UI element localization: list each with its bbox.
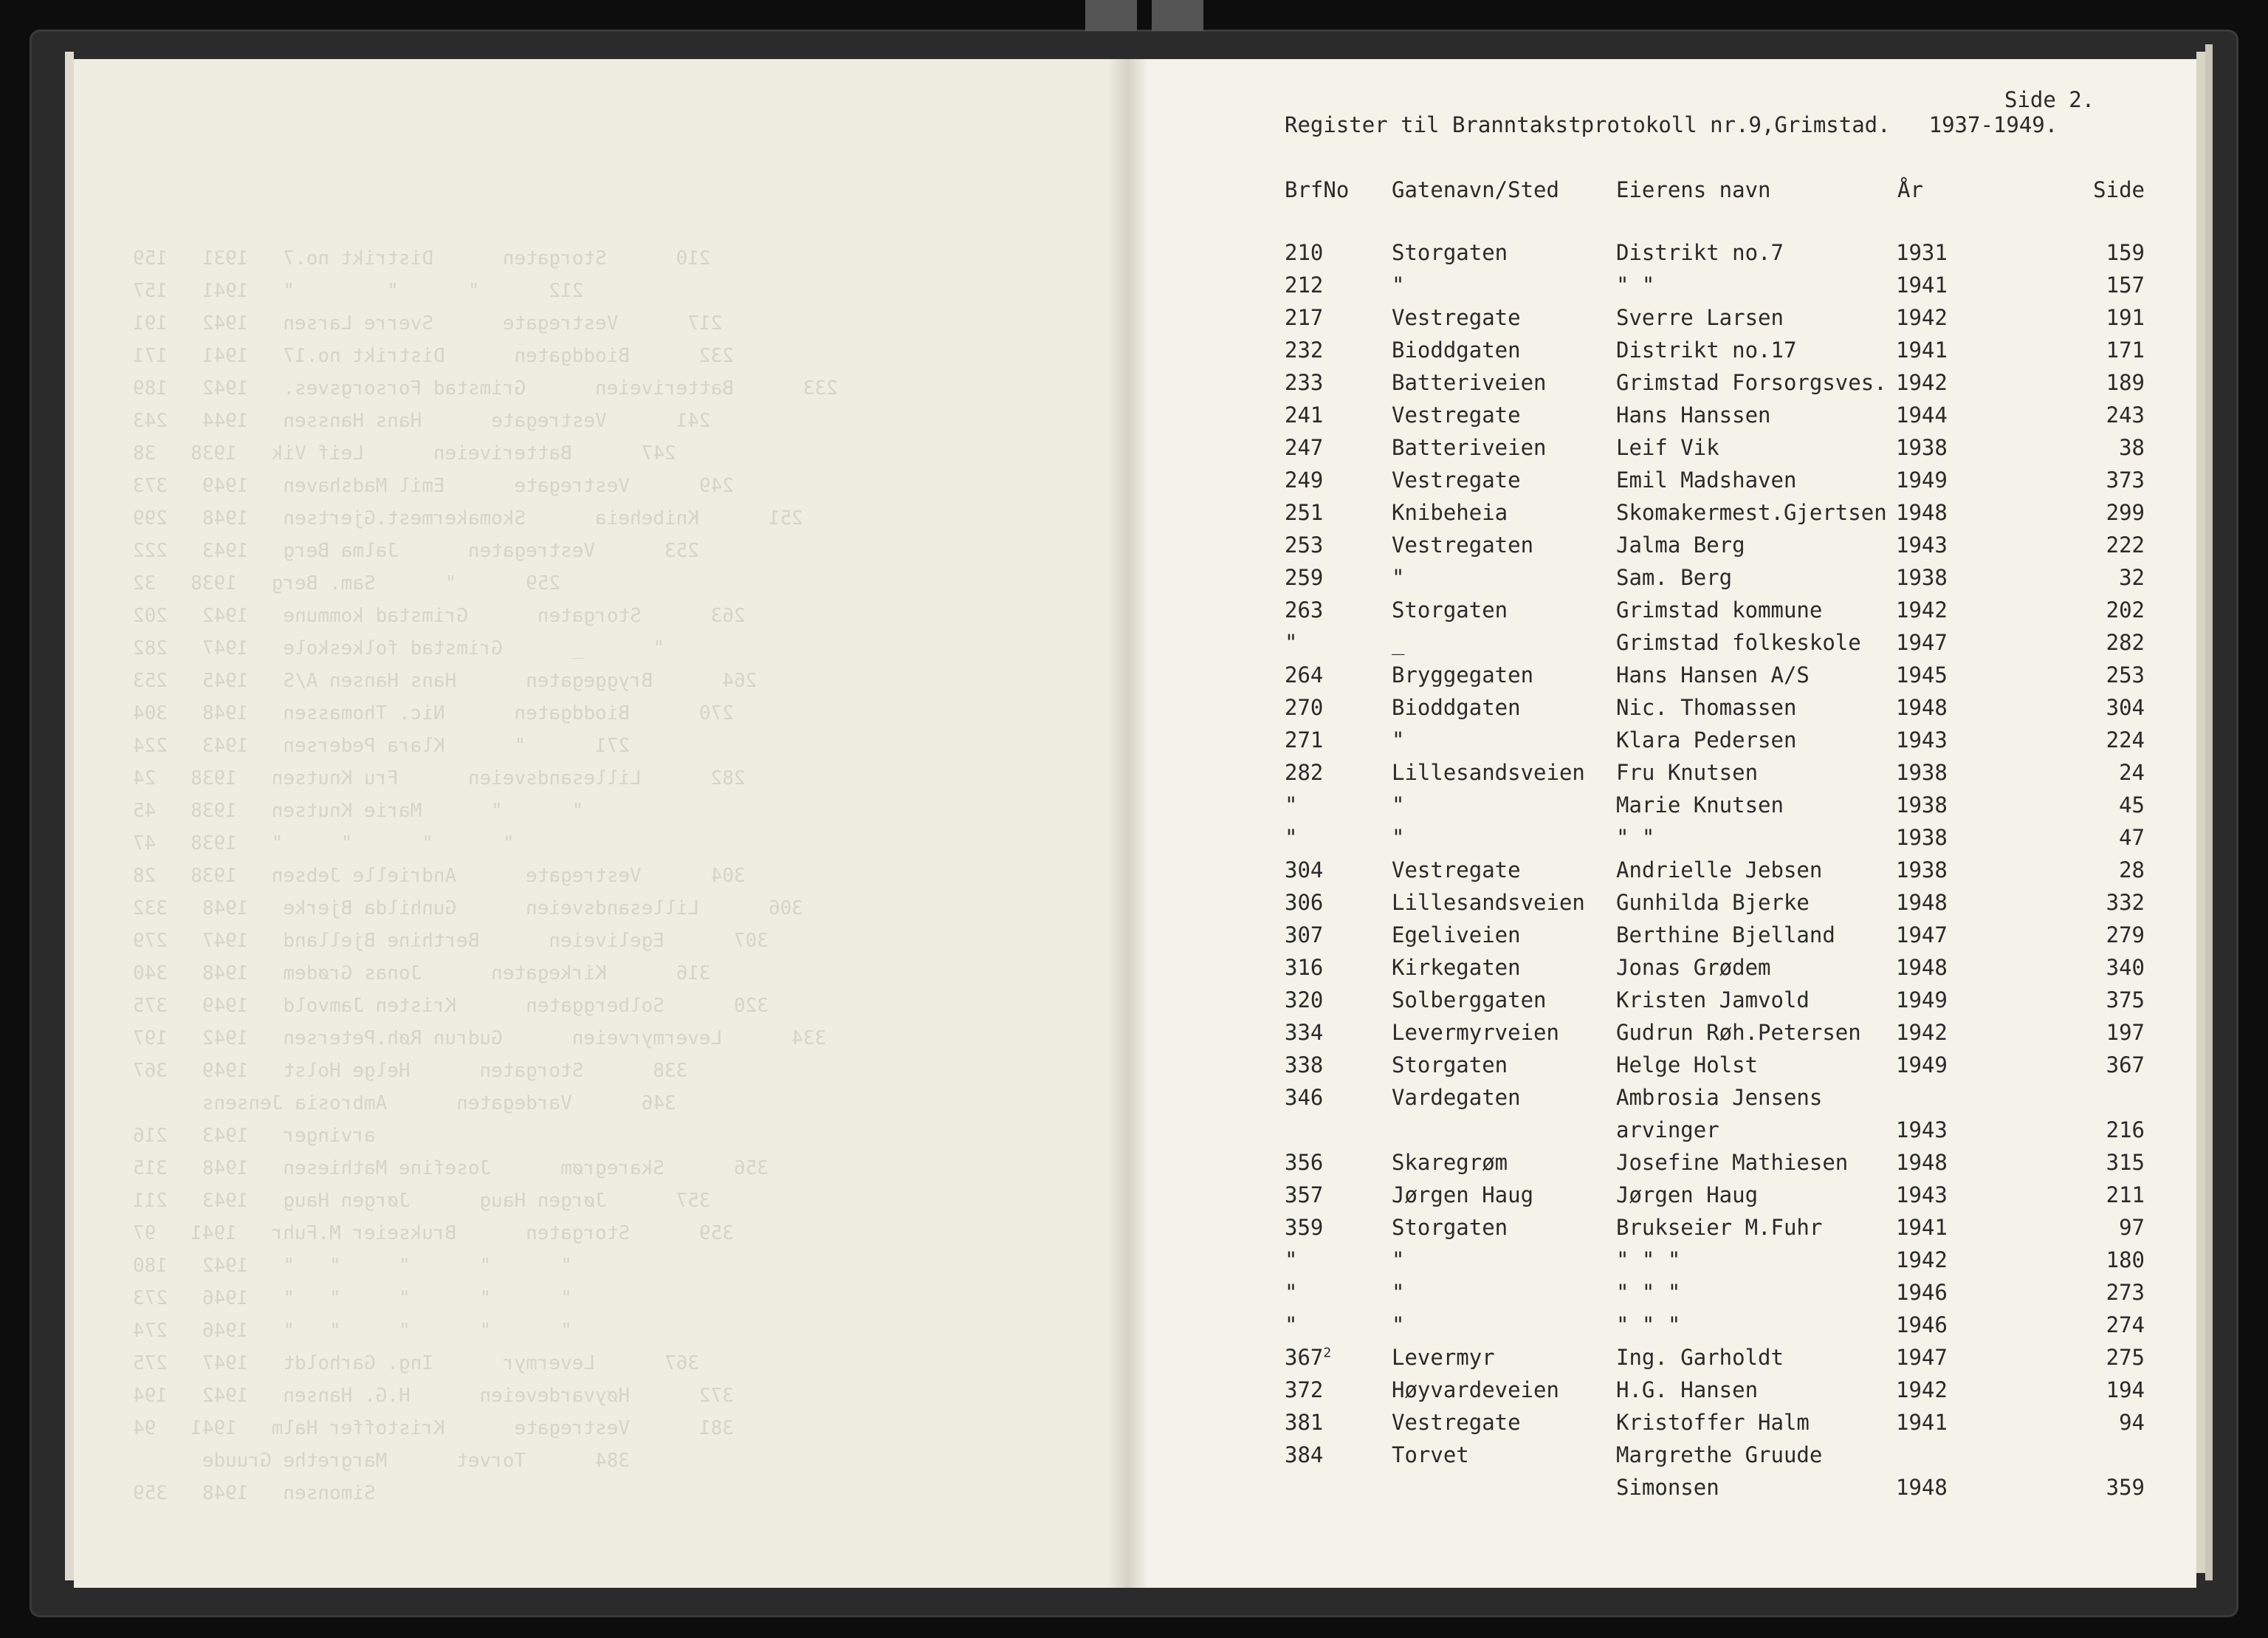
cell-gatenavn: Storgaten <box>1392 1215 1508 1240</box>
cell-gatenavn: " <box>1392 727 1405 753</box>
cell-ar: 1946 <box>1896 1312 1948 1337</box>
cell-brfno: 334 <box>1285 1020 1324 1045</box>
table-row <box>1148 1215 2196 1247</box>
superscript: 2 <box>1323 1345 1332 1361</box>
bleed-line: 270 Bioddgaten Nic. Thomassen 1948 304 <box>133 702 734 724</box>
cell-gatenavn: " <box>1392 792 1405 818</box>
cell-side: 191 <box>2106 305 2145 330</box>
bleed-line: 263 Storgaten Grimstad kommune 1942 202 <box>133 605 746 627</box>
cell-gatenavn: Høyvardeveien <box>1392 1377 1559 1402</box>
cell-gatenavn: " <box>1392 1247 1405 1272</box>
cell-side: 367 <box>2106 1052 2145 1077</box>
cell-gatenavn: Storgaten <box>1392 1052 1508 1077</box>
cell-side: 194 <box>2106 1377 2145 1402</box>
bleed-line: 247 Batteriveien Leif Vik 1938 38 <box>133 442 676 465</box>
bleed-line: 241 Vestregate Hans Hanssen 1944 243 <box>133 410 711 432</box>
table-row <box>1148 532 2196 565</box>
title-text: Register til Branntakstprotokoll nr.9,Grimstad. <box>1285 112 1891 137</box>
cell-brfno: 270 <box>1285 695 1324 720</box>
cell-gatenavn: Kirkegaten <box>1392 955 1521 980</box>
cell-brfno: 233 <box>1285 370 1324 395</box>
cell-ar: 1942 <box>1896 305 1948 330</box>
table-row <box>1148 1475 2196 1507</box>
bleed-line: " " Marie Knutsen 1938 45 <box>133 800 584 822</box>
cell-side: 94 <box>2119 1410 2145 1435</box>
bleed-line: 212 " " " 1941 157 <box>133 280 584 302</box>
cell-gatenavn: Vestregate <box>1392 305 1521 330</box>
cell-side: 157 <box>2106 273 2145 298</box>
bleed-line: 307 Egeliveien Berthine Bjelland 1947 279 <box>133 930 769 952</box>
cell-gatenavn: " <box>1392 825 1405 850</box>
cell-brfno: 253 <box>1285 532 1324 558</box>
cell-brfno: 306 <box>1285 890 1324 915</box>
cell-brfno: 381 <box>1285 1410 1324 1435</box>
table-row <box>1148 1345 2196 1377</box>
table-row <box>1148 305 2196 337</box>
cell-ar: 1943 <box>1896 1117 1948 1142</box>
cell-ar: 1948 <box>1896 1150 1948 1175</box>
table-row <box>1148 597 2196 630</box>
cell-gatenavn: Lillesandsveien <box>1392 890 1585 915</box>
cell-eier: Brukseier M.Fuhr <box>1616 1215 1823 1240</box>
cell-eier: Kristoffer Halm <box>1616 1410 1810 1435</box>
cell-ar: 1942 <box>1896 1247 1948 1272</box>
bleed-line: 271 " Klara Pedersen 1943 224 <box>133 735 630 757</box>
cell-ar: 1943 <box>1896 532 1948 558</box>
cell-eier: H.G. Hansen <box>1616 1377 1759 1402</box>
cell-eier: Jalma Berg <box>1616 532 1745 558</box>
cell-side: 45 <box>2119 792 2145 818</box>
table-row <box>1148 1182 2196 1215</box>
cell-ar: 1942 <box>1896 597 1948 623</box>
table-row <box>1148 630 2196 662</box>
page-edge <box>2196 52 2205 1573</box>
cell-ar: 1948 <box>1896 500 1948 525</box>
cell-brfno: 384 <box>1285 1442 1324 1467</box>
cell-ar: 1949 <box>1896 467 1948 493</box>
bleed-line: 304 Vestregate Andrielle Jebsen 1938 28 <box>133 865 746 887</box>
table-row <box>1148 792 2196 825</box>
bleed-through-text <box>74 59 1122 1588</box>
table-row <box>1148 1312 2196 1345</box>
table-row <box>1148 922 2196 955</box>
cell-side: 282 <box>2106 630 2145 655</box>
cell-side: 28 <box>2119 857 2145 883</box>
register-title <box>1285 112 2058 137</box>
cell-eier: Jonas Grødem <box>1616 955 1771 980</box>
cell-brfno: 217 <box>1285 305 1324 330</box>
bleed-line: 259 " Sam. Berg 1938 32 <box>133 572 561 594</box>
cell-side: 375 <box>2106 987 2145 1012</box>
cell-brfno: 356 <box>1285 1150 1324 1175</box>
cell-gatenavn: Storgaten <box>1392 240 1508 265</box>
table-row <box>1148 1150 2196 1182</box>
header-side: Side <box>2093 177 2145 202</box>
table-row <box>1148 987 2196 1020</box>
bleed-line: 359 Storgaten Brukseier M.Fuhr 1941 97 <box>133 1222 734 1244</box>
bleed-line: arvinger 1943 216 <box>133 1125 515 1147</box>
cell-side: 38 <box>2119 435 2145 460</box>
cell-brfno: " <box>1285 792 1298 818</box>
cell-eier: Klara Pedersen <box>1616 727 1797 753</box>
cell-eier: Gunhilda Bjerke <box>1616 890 1810 915</box>
table-row <box>1148 565 2196 597</box>
table-row <box>1148 402 2196 435</box>
cell-side: 304 <box>2106 695 2145 720</box>
cell-ar: 1938 <box>1896 825 1948 850</box>
bleed-line: " " " " " 1946 274 <box>133 1320 572 1342</box>
cell-ar: 1938 <box>1896 760 1948 785</box>
cell-ar: 1947 <box>1896 922 1948 947</box>
cell-side: 197 <box>2106 1020 2145 1045</box>
bleed-line: 346 Vardegaten Ambrosia Jensens <box>133 1092 676 1114</box>
bleed-line: " _ Grimstad folkeskole 1947 282 <box>133 637 665 659</box>
table-row <box>1148 273 2196 305</box>
cell-ar: 1941 <box>1896 337 1948 363</box>
bleed-line: " " " " " 1942 180 <box>133 1255 572 1277</box>
cell-eier: Marie Knutsen <box>1616 792 1784 818</box>
cell-side: 359 <box>2106 1475 2145 1500</box>
cell-brfno: 271 <box>1285 727 1324 753</box>
bleed-line: 306 Lillesandsveien Gunhilda Bjerke 1948 332 <box>133 897 803 919</box>
cell-brfno: " <box>1285 1247 1298 1272</box>
cell-ar: 1941 <box>1896 273 1948 298</box>
cell-eier: Berthine Bjelland <box>1616 922 1835 947</box>
cell-eier: Kristen Jamvold <box>1616 987 1810 1012</box>
cell-side: 47 <box>2119 825 2145 850</box>
cell-eier: " " " <box>1616 1280 1681 1305</box>
cell-gatenavn: Batteriveien <box>1392 435 1547 460</box>
bleed-line: 334 Levermyrveien Gudrun Røh.Petersen 1942 197 <box>133 1027 827 1049</box>
table-row <box>1148 760 2196 792</box>
cell-side: 275 <box>2106 1345 2145 1370</box>
cell-eier: Fru Knutsen <box>1616 760 1759 785</box>
cell-gatenavn: Vestregaten <box>1392 532 1534 558</box>
cell-ar: 1948 <box>1896 955 1948 980</box>
table-row <box>1148 1085 2196 1117</box>
table-row <box>1148 1247 2196 1280</box>
page-edge <box>65 52 74 1580</box>
register-document <box>1148 59 2196 1588</box>
cell-gatenavn: Bioddgaten <box>1392 695 1521 720</box>
cell-gatenavn: Solberggaten <box>1392 987 1547 1012</box>
bleed-line: 356 Skaregrøm Josefine Mathiesen 1948 315 <box>133 1157 769 1179</box>
cell-eier: Jørgen Haug <box>1616 1182 1759 1207</box>
cell-gatenavn: Levermyrveien <box>1392 1020 1559 1045</box>
cell-side: 243 <box>2106 402 2145 428</box>
cell-side: 216 <box>2106 1117 2145 1142</box>
cell-gatenavn: Bioddgaten <box>1392 337 1521 363</box>
cell-brfno: 338 <box>1285 1052 1324 1077</box>
left-page <box>74 59 1122 1588</box>
cell-ar: 1948 <box>1896 695 1948 720</box>
table-row <box>1148 695 2196 727</box>
table-row <box>1148 435 2196 467</box>
bleed-line: 372 Høyvardeveien H.G. Hansen 1942 194 <box>133 1385 734 1407</box>
cell-brfno: 304 <box>1285 857 1324 883</box>
table-row <box>1148 1052 2196 1085</box>
bleed-line: 384 Torvet Margrethe Gruude <box>133 1450 630 1472</box>
cell-eier: Distrikt no.7 <box>1616 240 1784 265</box>
table-row <box>1148 857 2196 890</box>
cell-eier: Simonsen <box>1616 1475 1719 1500</box>
table-row <box>1148 955 2196 987</box>
cell-ar: 1946 <box>1896 1280 1948 1305</box>
cell-side: 222 <box>2106 532 2145 558</box>
cell-ar: 1947 <box>1896 630 1948 655</box>
cell-brfno: 263 <box>1285 597 1324 623</box>
cell-ar: 1942 <box>1896 1377 1948 1402</box>
cell-gatenavn: Jørgen Haug <box>1392 1182 1534 1207</box>
cell-brfno: 346 <box>1285 1085 1324 1110</box>
cell-brfno: " <box>1285 1312 1298 1337</box>
cell-brfno: 316 <box>1285 955 1324 980</box>
table-row <box>1148 370 2196 402</box>
cell-brfno: 249 <box>1285 467 1324 493</box>
cell-eier: Sverre Larsen <box>1616 305 1784 330</box>
cell-gatenavn: Torvet <box>1392 1442 1469 1467</box>
cell-gatenavn: Bryggegaten <box>1392 662 1534 688</box>
cell-ar: 1945 <box>1896 662 1948 688</box>
cell-ar: 1942 <box>1896 370 1948 395</box>
cell-gatenavn: Lillesandsveien <box>1392 760 1585 785</box>
cell-brfno: " <box>1285 825 1298 850</box>
cell-eier: Josefine Mathiesen <box>1616 1150 1849 1175</box>
bleed-line: 367 Levermyr Ing. Garholdt 1947 275 <box>133 1352 700 1374</box>
cell-gatenavn: Batteriveien <box>1392 370 1547 395</box>
table-row <box>1148 727 2196 760</box>
cell-eier: Hans Hanssen <box>1616 402 1771 428</box>
table-row <box>1148 825 2196 857</box>
bleed-line: 264 Bryggegaten Hans Hansen A/S 1945 253 <box>133 670 757 692</box>
cell-side: 180 <box>2106 1247 2145 1272</box>
cell-brfno: $367^2$ <box>1285 1345 1332 1370</box>
cell-gatenavn: " <box>1392 273 1405 298</box>
cell-gatenavn: Storgaten <box>1392 597 1508 623</box>
cell-eier: Helge Holst <box>1616 1052 1759 1077</box>
cell-side: 340 <box>2106 955 2145 980</box>
cell-side: 274 <box>2106 1312 2145 1337</box>
cell-eier: arvinger <box>1616 1117 1719 1142</box>
cell-brfno: " <box>1285 630 1298 655</box>
bleed-line: 217 Vestregate Sverre Larsen 1942 191 <box>133 312 723 335</box>
cell-brfno: 282 <box>1285 760 1324 785</box>
cell-eier: Distrikt no.17 <box>1616 337 1797 363</box>
table-row <box>1148 1020 2196 1052</box>
binder-clip <box>1152 0 1203 31</box>
cell-brfno: 357 <box>1285 1182 1324 1207</box>
header-brfno: BrfNo <box>1285 177 1350 202</box>
table-row <box>1148 1280 2196 1312</box>
cell-brfno: 247 <box>1285 435 1324 460</box>
cell-brfno: 264 <box>1285 662 1324 688</box>
cell-side: 202 <box>2106 597 2145 623</box>
cell-eier: Hans Hansen A/S <box>1616 662 1810 688</box>
cell-gatenavn: Vestregate <box>1392 857 1521 883</box>
bleed-line: 357 Jørgen Haug Jørgen Haug 1943 211 <box>133 1190 711 1212</box>
header-gatenavn: Gatenavn/Sted <box>1392 177 1559 202</box>
cell-ar: 1942 <box>1896 1020 1948 1045</box>
page-number-label: Side 2. <box>2004 87 2095 112</box>
header-ar: År <box>1897 177 1923 202</box>
cell-brfno: 251 <box>1285 500 1324 525</box>
table-row <box>1148 1117 2196 1150</box>
bleed-line: Simonsen 1948 359 <box>133 1482 515 1504</box>
cell-ar: 1938 <box>1896 565 1948 590</box>
cell-eier: Margrethe Gruude <box>1616 1442 1823 1467</box>
cell-eier: " " <box>1616 273 1655 298</box>
bleed-line: 338 Storgaten Helge Holst 1949 367 <box>133 1060 688 1082</box>
cell-side: 224 <box>2106 727 2145 753</box>
cell-eier: Grimstad folkeskole <box>1616 630 1861 655</box>
cell-eier: " " " <box>1616 1247 1681 1272</box>
right-page <box>1148 59 2196 1588</box>
cell-brfno: " <box>1285 1280 1298 1305</box>
cell-side: 299 <box>2106 500 2145 525</box>
cell-brfno: 232 <box>1285 337 1324 363</box>
cell-side: 315 <box>2106 1150 2145 1175</box>
cell-ar: 1938 <box>1896 435 1948 460</box>
header-eier: Eierens navn <box>1616 177 1771 202</box>
cell-gatenavn: Vestregate <box>1392 467 1521 493</box>
cell-brfno: 320 <box>1285 987 1324 1012</box>
bleed-line: 251 Knibeheia Skomakermest.Gjertsen 1948 299 <box>133 507 803 530</box>
cell-ar: 1948 <box>1896 890 1948 915</box>
bleed-line: 381 Vestregate Kristoffer Halm 1941 94 <box>133 1417 734 1439</box>
table-row <box>1148 240 2196 273</box>
cell-gatenavn: Egeliveien <box>1392 922 1521 947</box>
cell-side: 273 <box>2106 1280 2145 1305</box>
cell-eier: Nic. Thomassen <box>1616 695 1797 720</box>
cell-ar: 1943 <box>1896 727 1948 753</box>
cell-eier: Grimstad kommune <box>1616 597 1823 623</box>
table-row <box>1148 1442 2196 1475</box>
cell-brfno: 372 <box>1285 1377 1324 1402</box>
table-row <box>1148 890 2196 922</box>
cell-gatenavn: " <box>1392 1280 1405 1305</box>
cell-side: 373 <box>2106 467 2145 493</box>
cell-eier: " " " <box>1616 1312 1681 1337</box>
cell-eier: Leif Vik <box>1616 435 1719 460</box>
cell-gatenavn: " <box>1392 1312 1405 1337</box>
cell-gatenavn: Skaregrøm <box>1392 1150 1508 1175</box>
bleed-line: 253 Vestregaten Jalma Berg 1943 222 <box>133 540 700 562</box>
cell-gatenavn: Vestregate <box>1392 402 1521 428</box>
cell-eier: Sam. Berg <box>1616 565 1733 590</box>
cell-eier: Gudrun Røh.Petersen <box>1616 1020 1861 1045</box>
cell-side: 253 <box>2106 662 2145 688</box>
cell-eier: Grimstad Forsorgsves. <box>1616 370 1887 395</box>
table-row <box>1148 467 2196 500</box>
cell-side: 332 <box>2106 890 2145 915</box>
cell-ar: 1949 <box>1896 1052 1948 1077</box>
cell-side: 159 <box>2106 240 2145 265</box>
cell-ar: 1941 <box>1896 1410 1948 1435</box>
cell-ar: 1948 <box>1896 1475 1948 1500</box>
table-row <box>1148 1410 2196 1442</box>
bleed-line: 249 Vestregate Emil Madshaven 1949 373 <box>133 475 734 497</box>
cell-brfno: 259 <box>1285 565 1324 590</box>
table-row <box>1148 662 2196 695</box>
cell-gatenavn: " <box>1392 565 1405 590</box>
binder-clip <box>1085 0 1137 31</box>
cell-ar: 1944 <box>1896 402 1948 428</box>
bleed-line: 233 Batteriveien Grimstad Forsorgsves. 1942 189 <box>133 377 838 400</box>
cell-gatenavn: Vestregate <box>1392 1410 1521 1435</box>
table-row <box>1148 337 2196 370</box>
cell-eier: Emil Madshaven <box>1616 467 1797 493</box>
page-edge <box>2205 44 2213 1580</box>
cell-side: 171 <box>2106 337 2145 363</box>
table-row <box>1148 500 2196 532</box>
cell-ar: 1938 <box>1896 857 1948 883</box>
cell-brfno: 210 <box>1285 240 1324 265</box>
cell-brfno: 307 <box>1285 922 1324 947</box>
cell-side: 97 <box>2119 1215 2145 1240</box>
page-fold <box>1107 59 1148 1588</box>
cell-ar: 1931 <box>1896 240 1948 265</box>
cell-gatenavn: Levermyr <box>1392 1345 1495 1370</box>
cell-side: 189 <box>2106 370 2145 395</box>
cell-brfno: 241 <box>1285 402 1324 428</box>
cell-eier: Andrielle Jebsen <box>1616 857 1823 883</box>
cell-ar: 1938 <box>1896 792 1948 818</box>
table-row <box>1148 1377 2196 1410</box>
cell-ar: 1949 <box>1896 987 1948 1012</box>
bleed-line: 210 Storgaten Distrikt no.7 1931 159 <box>133 247 711 270</box>
cell-eier: Ing. Garholdt <box>1616 1345 1784 1370</box>
bleed-line: 282 Lillesandsveien Fru Knutsen 1938 24 <box>133 767 746 789</box>
cell-side: 211 <box>2106 1182 2145 1207</box>
title-years: 1937-1949. <box>1928 112 2058 137</box>
cell-gatenavn: Knibeheia <box>1392 500 1508 525</box>
cell-side: 279 <box>2106 922 2145 947</box>
cell-gatenavn: Vardegaten <box>1392 1085 1521 1110</box>
bleed-line: " " " " " 1946 273 <box>133 1287 572 1309</box>
cell-ar: 1941 <box>1896 1215 1948 1240</box>
cell-gatenavn: _ <box>1392 630 1405 655</box>
bleed-line: 320 Solberggaten Kristen Jamvold 1949 375 <box>133 995 769 1017</box>
bleed-line: 316 Kirkegaten Jonas Grødem 1948 340 <box>133 962 711 984</box>
bleed-line: " " " " 1938 47 <box>133 832 515 854</box>
cell-eier: Skomakermest.Gjertsen <box>1616 500 1887 525</box>
cell-side: 32 <box>2119 565 2145 590</box>
cell-ar: 1943 <box>1896 1182 1948 1207</box>
cell-side: 24 <box>2119 760 2145 785</box>
cell-eier: Ambrosia Jensens <box>1616 1085 1823 1110</box>
cell-brfno: 212 <box>1285 273 1324 298</box>
bleed-line: 232 Bioddgaten Distrikt no.17 1941 171 <box>133 345 734 367</box>
cell-brfno: 359 <box>1285 1215 1324 1240</box>
cell-eier: " " <box>1616 825 1655 850</box>
cell-ar: 1947 <box>1896 1345 1948 1370</box>
